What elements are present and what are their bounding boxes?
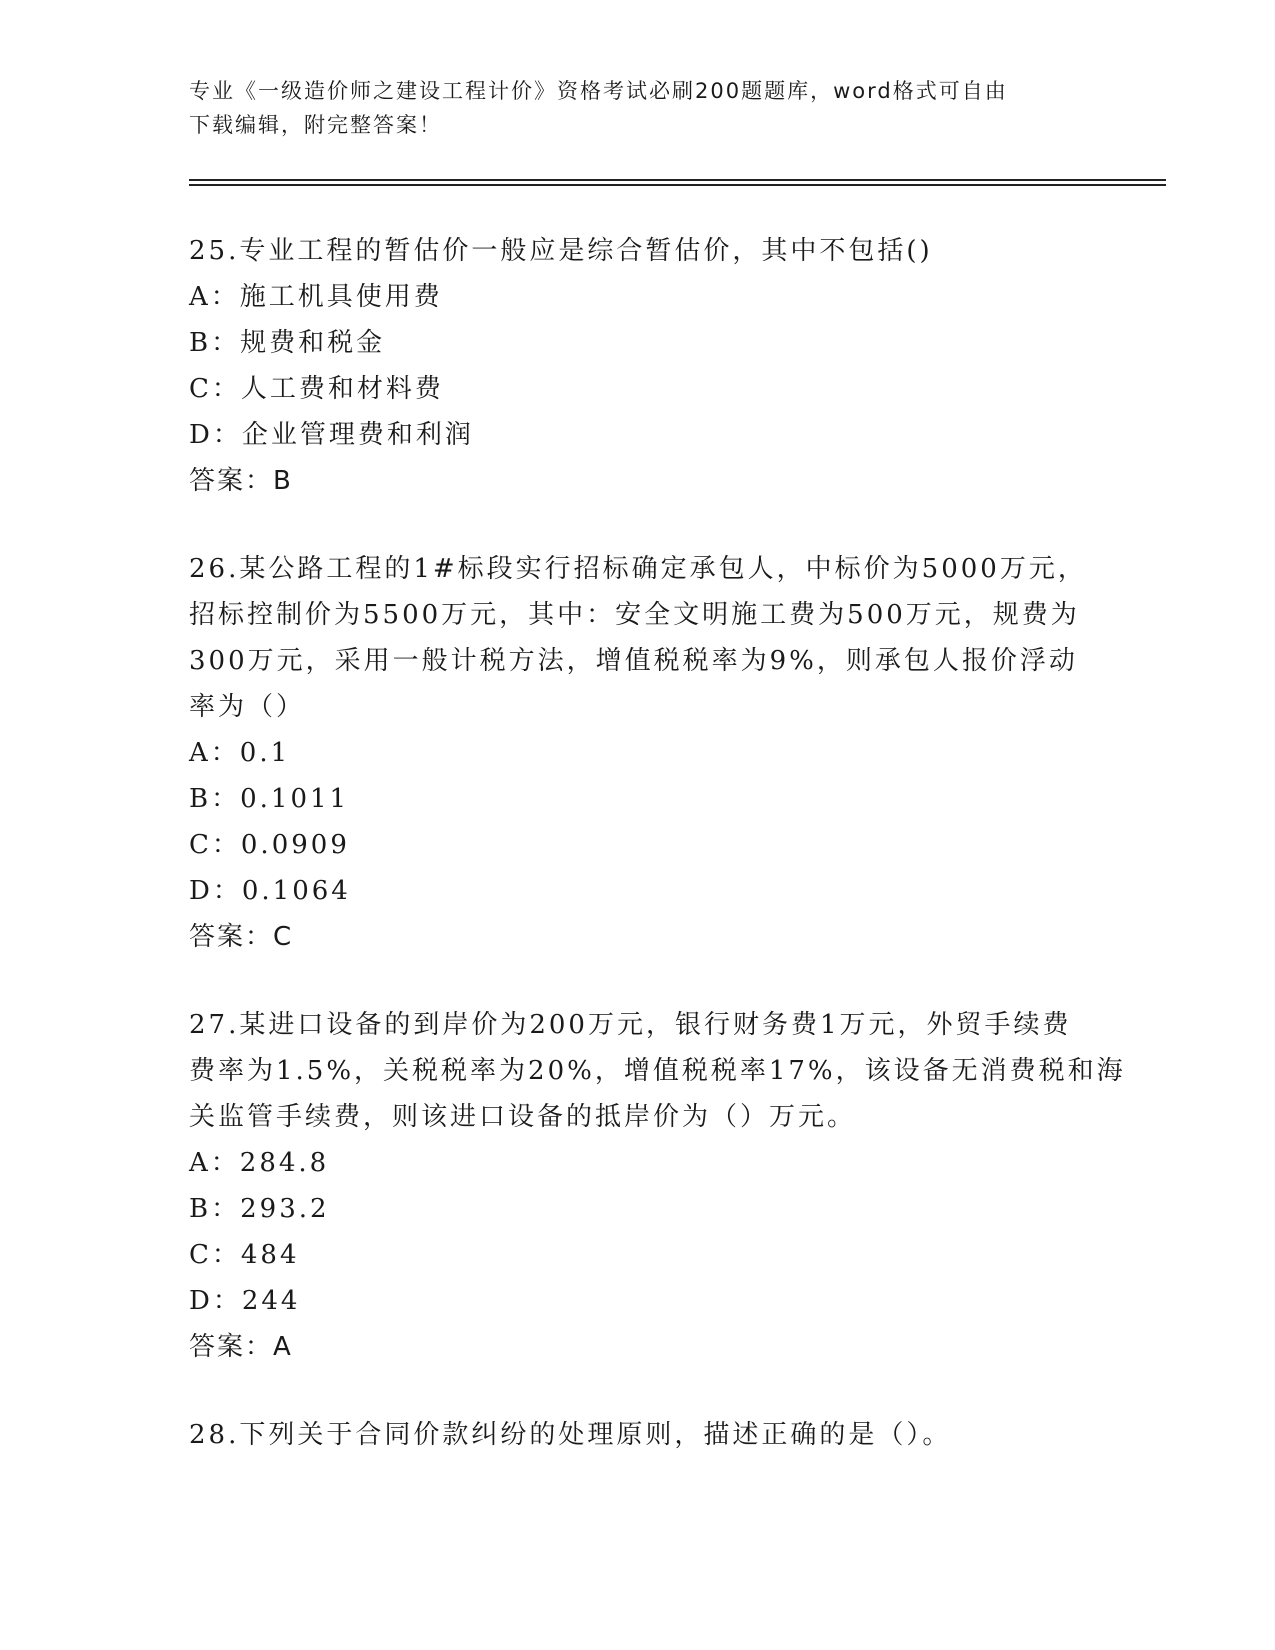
option-c: C：484: [189, 1240, 300, 1270]
question-stem: 25.专业工程的暂估价一般应是综合暂估价，其中不包括(): [189, 236, 933, 266]
header-divider-top: [189, 179, 1166, 181]
option-a: A：284.8: [189, 1148, 330, 1178]
option-d: D：0.1064: [189, 876, 351, 906]
question-25: [189, 228, 1139, 504]
question-26: [189, 546, 1139, 960]
question-stem: 招标控制价为5500万元，其中：安全文明施工费为500万元，规费为: [189, 600, 1080, 630]
option-b: B：293.2: [189, 1194, 330, 1224]
option-a: A：施工机具使用费: [189, 282, 443, 312]
question-stem: 26.某公路工程的1#标段实行招标确定承包人，中标价为5000万元，: [189, 554, 1087, 584]
option-d: D：企业管理费和利润: [189, 420, 474, 450]
answer: 答案：B: [189, 466, 293, 496]
answer: 答案：C: [189, 922, 294, 952]
header-line-1: 专业《一级造价师之建设工程计价》资格考试必刷200题题库，word格式可自由: [189, 79, 1008, 103]
option-a: A：0.1: [189, 738, 291, 768]
header-line-2: 下载编辑，附完整答案！: [189, 113, 442, 137]
question-stem: 27.某进口设备的到岸价为200万元，银行财务费1万元，外贸手续费: [189, 1010, 1072, 1040]
document-header: [189, 74, 1089, 142]
question-27: [189, 1002, 1139, 1370]
header-divider-bottom: [189, 184, 1166, 186]
option-b: B：规费和税金: [189, 328, 386, 358]
answer: 答案：A: [189, 1332, 293, 1362]
question-stem: 300万元，采用一般计税方法，增值税税率为9%，则承包人报价浮动: [189, 646, 1078, 676]
question-28: [189, 1412, 1139, 1458]
question-stem: 关监管手续费，则该进口设备的抵岸价为（）万元。: [189, 1102, 857, 1132]
option-c: C：人工费和材料费: [189, 374, 444, 404]
question-stem: 费率为1.5%，关税税率为20%，增值税税率17%，该设备无消费税和海: [189, 1056, 1126, 1086]
option-b: B：0.1011: [189, 784, 350, 814]
question-stem: 28.下列关于合同价款纠纷的处理原则，描述正确的是（）。: [189, 1420, 952, 1450]
question-stem: 率为（）: [189, 692, 306, 722]
option-c: C：0.0909: [189, 830, 350, 860]
option-d: D：244: [189, 1286, 301, 1316]
